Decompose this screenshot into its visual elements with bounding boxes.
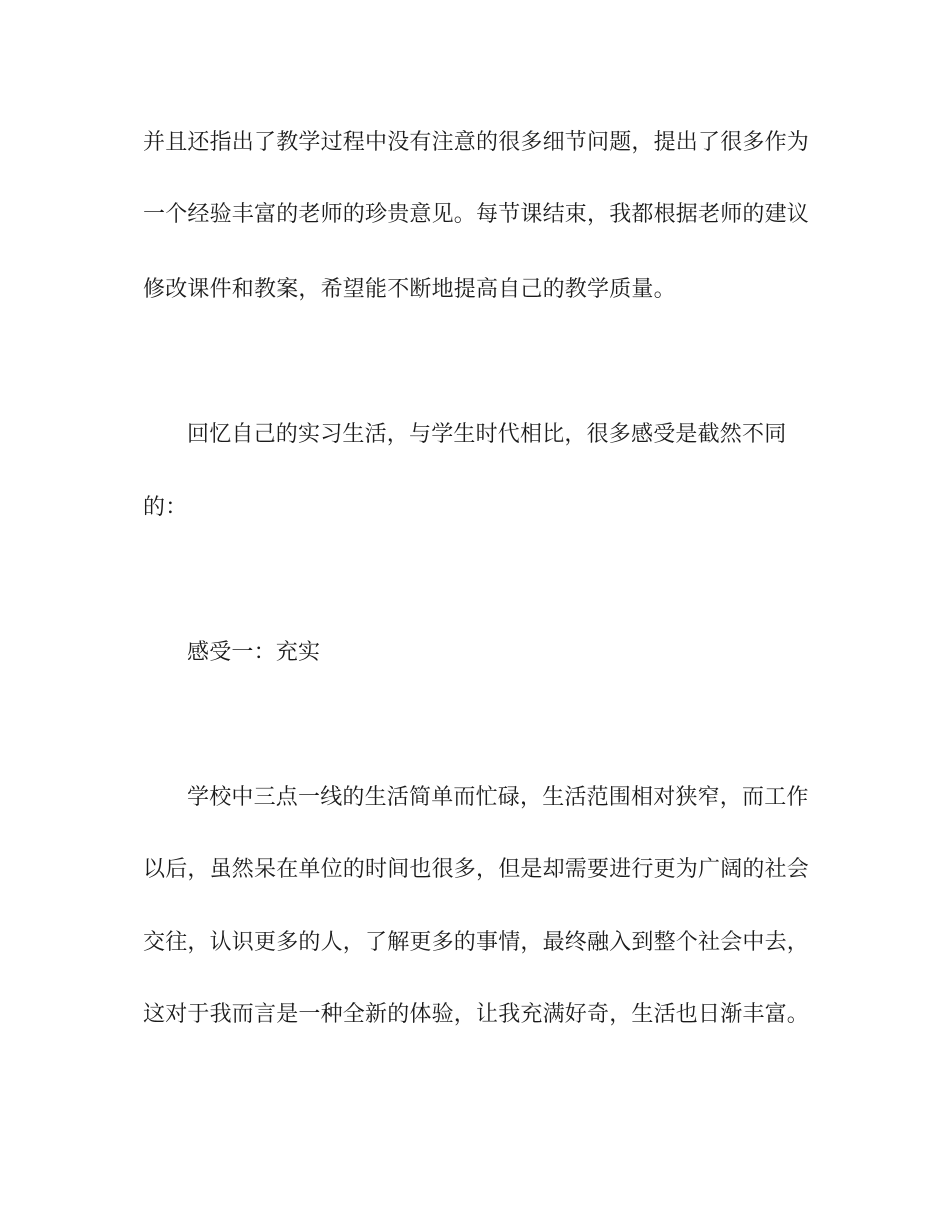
paragraph-3-line-2: 以后，虽然呆在单位的时间也很多，但是却需要进行更为广阔的社会 <box>143 857 810 882</box>
paragraph-1-line-1: 并且还指出了教学过程中没有注意的很多细节问题，提出了很多作为 <box>143 130 810 155</box>
paragraph-1-line-2: 一个经验丰富的老师的珍贵意见。每节课结束，我都根据老师的建议 <box>143 202 810 227</box>
paragraph-3-line-3: 交往，认识更多的人，了解更多的事情，最终融入到整个社会中去， <box>143 930 810 955</box>
paragraph-3-line-1: 学校中三点一线的生活简单而忙碌，生活范围相对狭窄，而工作 <box>187 785 809 810</box>
section-heading: 感受一：充实 <box>187 640 321 665</box>
paragraph-3-line-4: 这对于我而言是一种全新的体验，让我充满好奇，生活也日渐丰富。 <box>143 1002 810 1027</box>
paragraph-1-line-3: 修改课件和教案，希望能不断地提高自己的教学质量。 <box>143 277 676 302</box>
paragraph-2-line-2: 的： <box>143 495 188 520</box>
paragraph-2-line-1: 回忆自己的实习生活，与学生时代相比，很多感受是截然不同 <box>187 422 787 447</box>
